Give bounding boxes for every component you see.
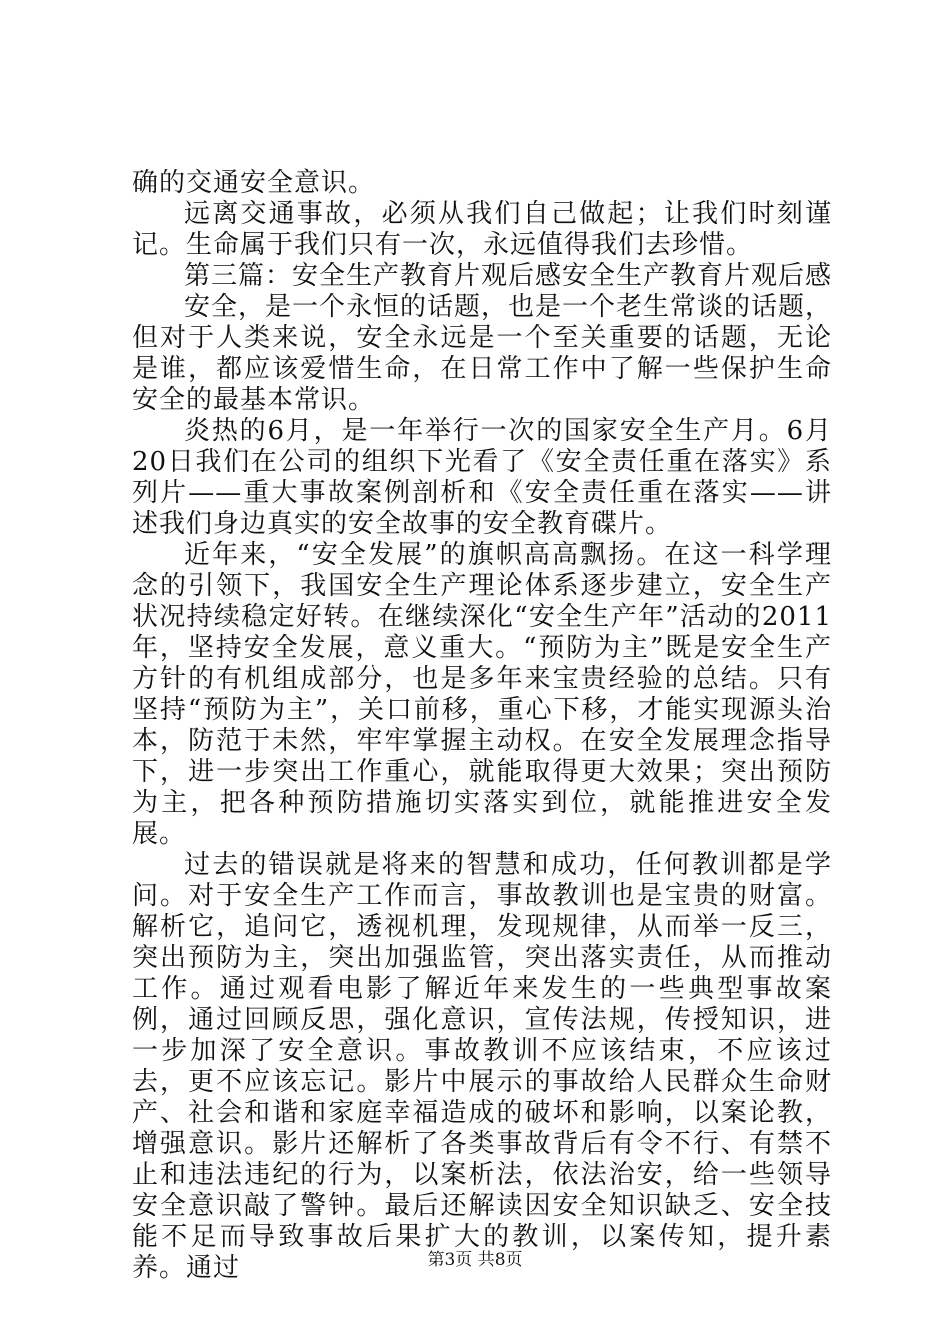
- paragraph-4: 炎热的6月，是一年举行一次的国家安全生产月。6月20日我们在公司的组织下光看了《安全责任重在落实》系列片——重大事故案例剖析和《安全责任重在落实——讲述我们身边真实的安全故事的安全教育碟片。: [132, 416, 832, 539]
- paragraph-5: 近年来，“安全发展”的旗帜高高飘扬。在这一科学理念的引领下，我国安全生产理论体系逐步建立，安全生产状况持续稳定好转。在继续深化“安全生产年”活动的2011年，坚持安全发展，意义重大。“预防为主”既是安全生产方针的有机组成部分，也是多年来宝贵经验的总结。只有坚持“预防为主”，关口前移，重心下移，才能实现源头治本，防范于未然，牢牢掌握主动权。在安全发展理念指导下，进一步突出工作重心，就能取得更大效果；突出预防为主，把各种预防措施切实落实到位，就能推进安全发展。: [132, 540, 832, 849]
- paragraph-2: 远离交通事故，必须从我们自己做起；让我们时刻谨记。生命属于我们只有一次，永远值得我们去珍惜。: [132, 199, 832, 260]
- paragraph-6: 过去的错误就是将来的智慧和成功，任何教训都是学问。对于安全生产工作而言，事故教训也是宝贵的财富。解析它，追问它，透视机理，发现规律，从而举一反三，突出预防为主，突出加强监管，突出落实责任，从而推动工作。通过观看电影了解近年来发生的一些典型事故案例，通过回顾反思，强化意识，宣传法规，传授知识，进一步加深了安全意识。事故教训不应该结束，不应该过去，更不应该忘记。影片中展示的事故给人民群众生命财产、社会和谐和家庭幸福造成的破坏和影响，以案论教，增强意识。影片还解析了各类事故背后有令不行、有禁不止和违法违纪的行为，以案析法，依法治安，给一些领导安全意识敲了警钟。最后还解读因安全知识缺乏、安全技能不足而导致事故后果扩大的教训，以案传知，提升素养。通过: [132, 850, 832, 1283]
- paragraph-1: 确的交通安全意识。: [132, 168, 376, 198]
- page-number-footer: 第3页 共8页: [427, 1250, 523, 1270]
- document-body: [132, 168, 832, 1284]
- paragraph-3: 安全，是一个永恒的话题，也是一个老生常谈的话题，但对于人类来说，安全永远是一个至关重要的话题，无论是谁，都应该爱惜生命，在日常工作中了解一些保护生命安全的最基本常识。: [132, 292, 833, 415]
- section-heading: 第三篇：安全生产教育片观后感安全生产教育片观后感: [184, 261, 833, 291]
